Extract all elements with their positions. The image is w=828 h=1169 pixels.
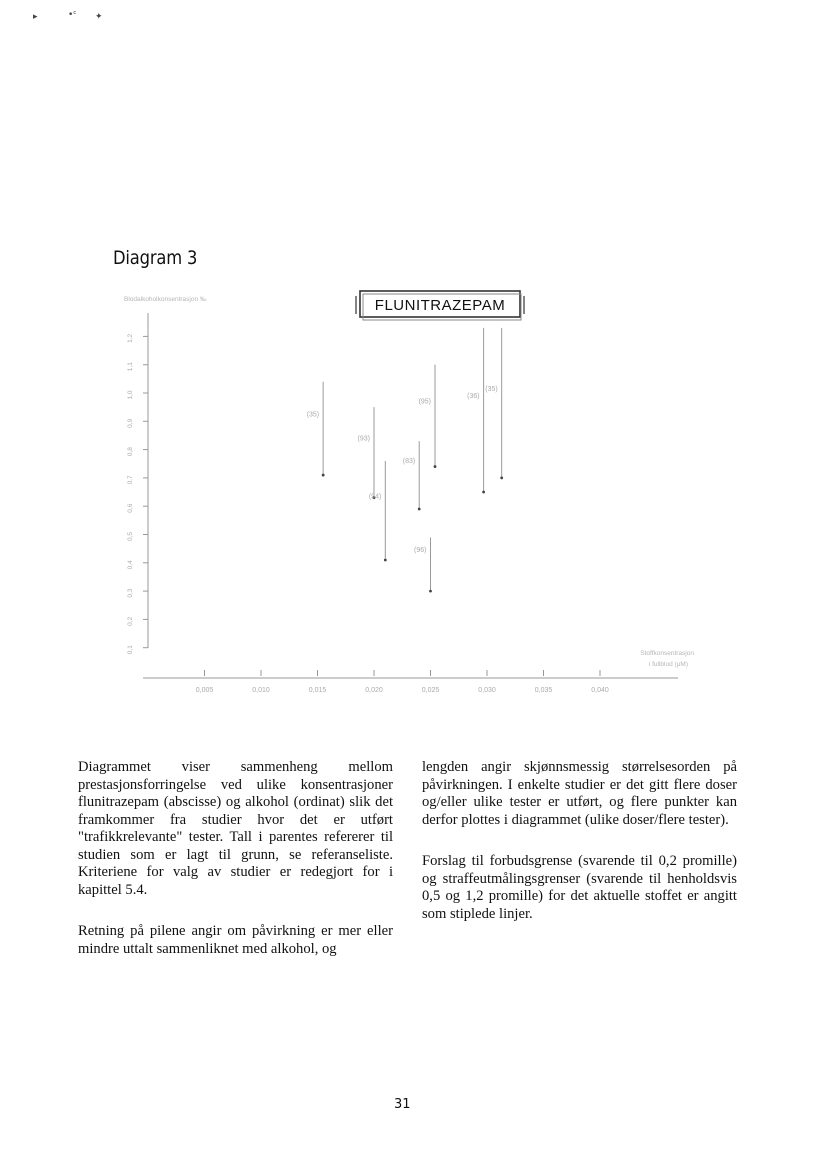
study-label: (93): [357, 435, 370, 443]
y-tick-label: 1,2: [127, 333, 134, 343]
range-endpoint: [500, 477, 503, 480]
x-tick-label: 0,005: [195, 687, 214, 694]
range-endpoint: [482, 491, 485, 494]
chart-title: FLUNITRAZEPAM: [374, 297, 506, 314]
body-paragraph: lengden angir skjønnsmessig størrelsesorden på påvirkningen. I enkelte studier er det gitt flere doser og/eller ulike tester er utført, og flere punkter kan derfor plottes i diagrammet (ulike doser/flere tester).: [422, 759, 737, 828]
x-tick-label: 0,030: [478, 687, 496, 694]
x-tick-label: 0,010: [252, 687, 270, 694]
study-label: (35): [306, 411, 320, 419]
y-tick-label: 0,9: [127, 418, 134, 428]
scan-speck: ▸: [33, 12, 38, 22]
body-paragraph: Forslag til forbudsgrense (svarende til 0,2 promille) og straffeutmålingsgrenser (svarende til henholdsvis 0,5 og 1,2 promille) for det aktuelle stoffet er angitt som stiplede linjer.: [422, 853, 737, 922]
text-column-left: [78, 759, 393, 982]
y-tick-label: 0,4: [127, 560, 134, 570]
text-column-right: [422, 759, 737, 947]
y-tick-label: 0,2: [127, 616, 134, 626]
y-axis-label: Blodalkoholkonsentrasjon ‰: [124, 296, 207, 303]
body-paragraph: Diagrammet viser sammenheng mellom prestasjonsforringelse ved ulike konsentrasjoner flunitrazepam (abscisse) og alkohol (ordinat) slik det framkommer fra studier hvor det er utført "trafikkrelevante" tester. Tall i parentes refererer til studien som er lagt til grunn, se referanseliste. Kriteriene for valg av studier er redegjort for i kapittel 5.4.: [78, 759, 393, 898]
x-axis-label-line-2: i fullblod (µM): [648, 661, 688, 668]
page-number: 31: [394, 1097, 411, 1112]
y-tick-label: 0,1: [127, 645, 134, 655]
range-endpoint: [434, 465, 437, 468]
chart-title-box: [356, 291, 524, 320]
x-tick-label: 0,015: [308, 687, 327, 694]
diagram-heading: Diagram 3: [113, 247, 198, 269]
y-tick-label: 1,1: [127, 362, 134, 372]
x-tick-label: 0,040: [591, 687, 609, 694]
x-tick-label: 0,020: [365, 687, 383, 694]
x-axis-label-line-1: Stoffkonsentrasjon: [640, 650, 694, 657]
body-paragraph: Retning på pilene angir om påvirkning er mer eller mindre uttalt sammenliknet med alkohol, og: [78, 923, 393, 957]
x-tick-label: 0,035: [534, 687, 553, 694]
study-label: (35): [485, 385, 498, 393]
scan-speck: •ᶜ: [68, 10, 77, 20]
y-tick-label: 0,5: [127, 531, 134, 542]
study-label: (94): [368, 493, 382, 501]
y-tick-label: 0,8: [127, 447, 134, 457]
study-label: (36): [467, 392, 480, 400]
range-endpoint: [384, 559, 387, 562]
range-endpoint: [429, 590, 432, 593]
range-endpoint: [322, 474, 325, 477]
scan-speck: ✦: [95, 12, 103, 22]
x-tick-label: 0,025: [421, 687, 440, 694]
study-label: (95): [418, 398, 432, 406]
study-label: (96): [414, 547, 427, 555]
y-tick-label: 0,7: [127, 475, 134, 485]
study-label: (83): [402, 458, 416, 466]
range-endpoint: [418, 508, 421, 511]
y-tick-label: 1,0: [127, 390, 134, 400]
y-tick-label: 0,6: [127, 503, 134, 513]
y-tick-label: 0,3: [127, 588, 134, 598]
